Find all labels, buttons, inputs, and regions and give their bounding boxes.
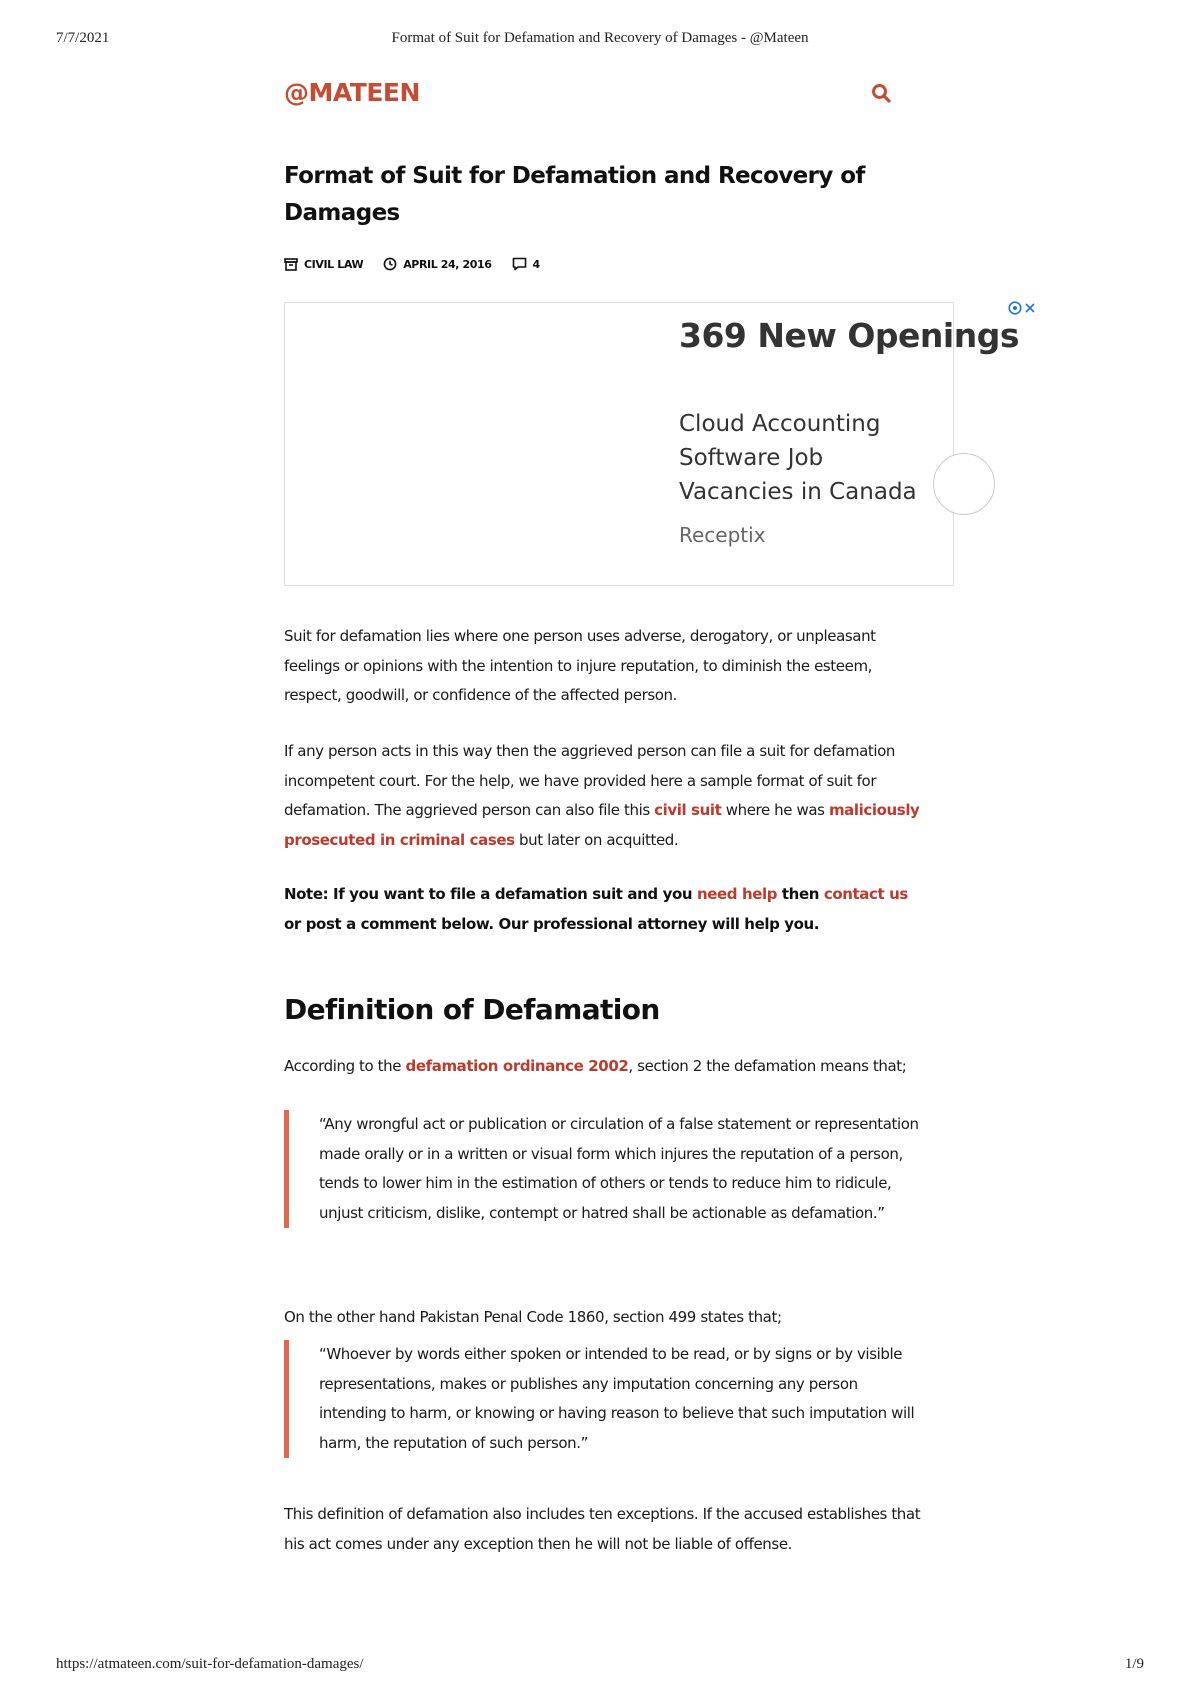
blockquote-ordinance-text: “Any wrongful act or publication or circulation of a false statement or representation made orally or in a written or visual form which injures the reputation of a person, tends to lower him in the estimation of others or tends to reduce him to ridicule, unjust criticism, dislike, contempt or hatred shall be actionable as defamation.” [319, 1115, 919, 1222]
blockquote-ordinance [284, 1110, 924, 1228]
need-help-link[interactable]: need help [696, 885, 778, 903]
meta-date[interactable] [383, 257, 491, 271]
search-button[interactable] [868, 80, 894, 106]
comment-icon [512, 257, 527, 271]
print-date: 7/7/2021 [56, 30, 110, 46]
print-page-title: Format of Suit for Defamation and Recovery of Damages - @Mateen [391, 30, 809, 46]
meta-comments-count: 4 [532, 257, 540, 271]
ordinance-paragraph: According to the defamation ordinance 2002, section 2 the defamation means that; [284, 1057, 907, 1075]
malicious-prosecution-link[interactable]: maliciously prosecuted in criminal cases [284, 801, 920, 849]
print-header [56, 30, 1144, 52]
print-footer [56, 1656, 1144, 1678]
print-page-number: 1/9 [1124, 1656, 1144, 1672]
defamation-ordinance-link[interactable]: defamation ordinance 2002 [405, 1057, 629, 1075]
intro-paragraph: Suit for defamation lies where one person uses adverse, derogatory, or unpleasant feelings or opinions with the intention to injure reputation, to diminish the esteem, respect, goodwill, or confidence of the affected person. [284, 627, 876, 704]
contact-us-link[interactable]: contact us [823, 885, 908, 903]
adchoices-icon[interactable] [1008, 301, 1022, 315]
blockquote-penal-code [284, 1340, 924, 1458]
exceptions-paragraph: This definition of defamation also includes ten exceptions. If the accused establishes that his act comes under any exception then he will not be liable of offense. [284, 1505, 921, 1553]
search-icon [871, 83, 891, 103]
post-meta [284, 254, 560, 274]
ad-title[interactable]: 369 New Openings [679, 316, 1019, 355]
meta-category[interactable] [284, 258, 363, 271]
archive-icon [284, 258, 298, 271]
penal-code-paragraph: On the other hand Pakistan Penal Code 1860, section 499 states that; [284, 1308, 782, 1326]
post-title: Format of Suit for Defamation and Recovery of Damages [284, 163, 865, 226]
print-url: https://atmateen.com/suit-for-defamation-damages/ [56, 1656, 364, 1672]
meta-date-label: APRIL 24, 2016 [403, 257, 492, 271]
ad-next-button[interactable] [933, 453, 995, 515]
meta-comments[interactable] [512, 257, 540, 271]
ad-controls [1008, 301, 1036, 315]
blockquote-penal-code-text: “Whoever by words either spoken or intended to be read, or by signs or by visible representations, makes or publishes any imputation concerning any person intending to harm, or knowing or having reason to believe that such imputation will harm, the reputation of such person.” [319, 1345, 915, 1452]
meta-category-label: CIVIL LAW [304, 257, 364, 271]
site-logo[interactable]: @MATEEN [284, 78, 420, 107]
aggrieved-paragraph: If any person acts in this way then the aggrieved person can file a suit for defamation incompetent court. For the help, we have provided here a sample format of suit for defamation. The aggrieved person can also file this civil suit where he was maliciously prosecuted in criminal cases but later on acquitted. [284, 742, 920, 849]
civil-suit-link[interactable]: civil suit [654, 801, 722, 819]
ad-source: Receptix [679, 523, 766, 547]
clock-icon [383, 257, 397, 271]
section-heading-definition: Definition of Defamation [284, 993, 660, 1026]
ad-close-icon[interactable] [1024, 302, 1036, 314]
ad-description[interactable]: Cloud Accounting Software Job Vacancies in Canada [679, 411, 917, 505]
note-paragraph: Note: If you want to file a defamation suit and you need help then contact us or post a comment below. Our professional attorney will help you. [284, 885, 908, 933]
ad-banner[interactable] [284, 302, 1019, 586]
